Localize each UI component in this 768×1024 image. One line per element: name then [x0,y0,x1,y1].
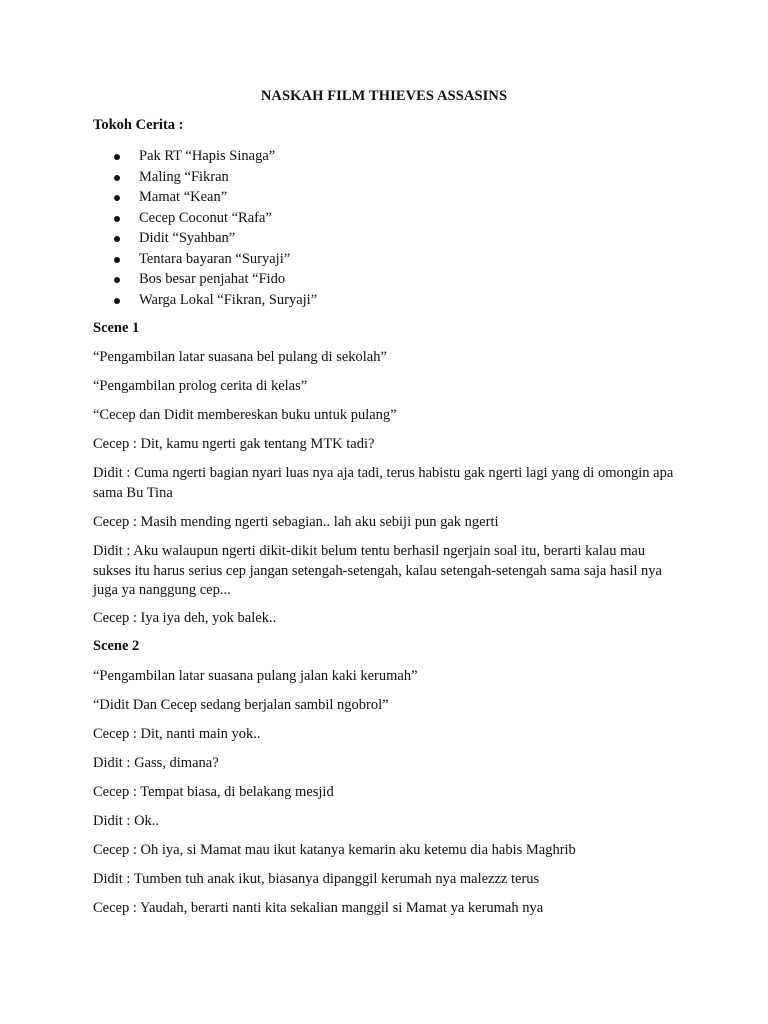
scene-2-line: Cecep : Dit, nanti main yok.. [93,726,261,742]
scene-2-line: Cecep : Oh iya, si Mamat mau ikut katanya kemarin aku ketemu dia habis Maghrib [93,842,576,858]
bullet-icon [114,257,120,263]
scene-1-line: “Cecep dan Didit membereskan buku untuk pulang” [93,407,397,423]
scene-1-line: Cecep : Iya iya deh, yok balek.. [93,610,277,626]
document-title: NASKAH FILM THIEVES ASSASINS [260,88,508,104]
scene-1-line: “Pengambilan prolog cerita di kelas” [93,378,308,394]
cast-item-text: Bos besar penjahat “Fido [139,271,286,287]
scene-2-line: “Pengambilan latar suasana pulang jalan kaki kerumah” [93,668,418,684]
cast-item-text: Mamat “Kean” [139,189,228,205]
cast-item [93,208,317,229]
bullet-icon [114,216,120,222]
scene-1-line: Cecep : Masih mending ngerti sebagian.. lah aku sebiji pun gak ngerti [93,514,499,530]
cast-item-text: Warga Lokal “Fikran, Suryaji” [139,291,318,308]
cast-item-text: Didit “Syahban” [139,230,236,246]
cast-item-text: Maling “Fikran [139,168,229,185]
bullet-icon [114,195,120,201]
cast-item-text: Tentara bayaran “Suryaji” [139,250,291,267]
cast-list [93,146,317,310]
cast-item [93,269,317,290]
scene-2-line: Didit : Gass, dimana? [93,755,219,771]
scene-2-heading: Scene 2 [93,638,140,654]
scene-1-line: “Pengambilan latar suasana bel pulang di sekolah” [93,349,387,365]
bullet-icon [114,277,120,283]
cast-item [93,146,317,167]
scene-1-line: Didit : Aku walaupun ngerti dikit-dikit belum tentu berhasil ngerjain soal itu, berarti kalau mau sukses itu harus serius cep jangan setengah-setengah, kalau setengah-setengah sama saja hasil nya juga ya nanggung cep... [93,543,662,598]
cast-item [93,290,317,311]
scene-1-line: Cecep : Dit, kamu ngerti gak tentang MTK tadi? [93,436,375,452]
scene-2-line: Didit : Ok.. [93,813,160,829]
scene-1-line: Didit : Cuma ngerti bagian nyari luas nya aja tadi, terus habistu gak ngerti lagi yang di omongin apa sama Bu Tina [93,465,674,501]
cast-item [93,187,317,208]
scene-2-line: Cecep : Yaudah, berarti nanti kita sekalian manggil si Mamat ya kerumah nya [93,900,544,916]
bullet-icon [114,298,120,304]
scene-2-line: Didit : Tumben tuh anak ikut, biasanya dipanggil kerumah nya malezzz terus [93,871,540,887]
scene-2-line: “Didit Dan Cecep sedang berjalan sambil ngobrol” [93,697,389,713]
cast-heading: Tokoh Cerita : [93,117,184,133]
cast-item-text: Pak RT “Hapis Sinaga” [139,148,276,164]
scene-1-heading: Scene 1 [93,320,140,336]
bullet-icon [114,175,120,181]
cast-item [93,249,317,270]
cast-item [93,167,317,188]
cast-item [93,228,317,249]
bullet-icon [114,236,120,242]
bullet-icon [114,154,120,160]
cast-item-text: Cecep Coconut “Rafa” [139,209,272,226]
scene-2-line: Cecep : Tempat biasa, di belakang mesjid [93,784,334,800]
